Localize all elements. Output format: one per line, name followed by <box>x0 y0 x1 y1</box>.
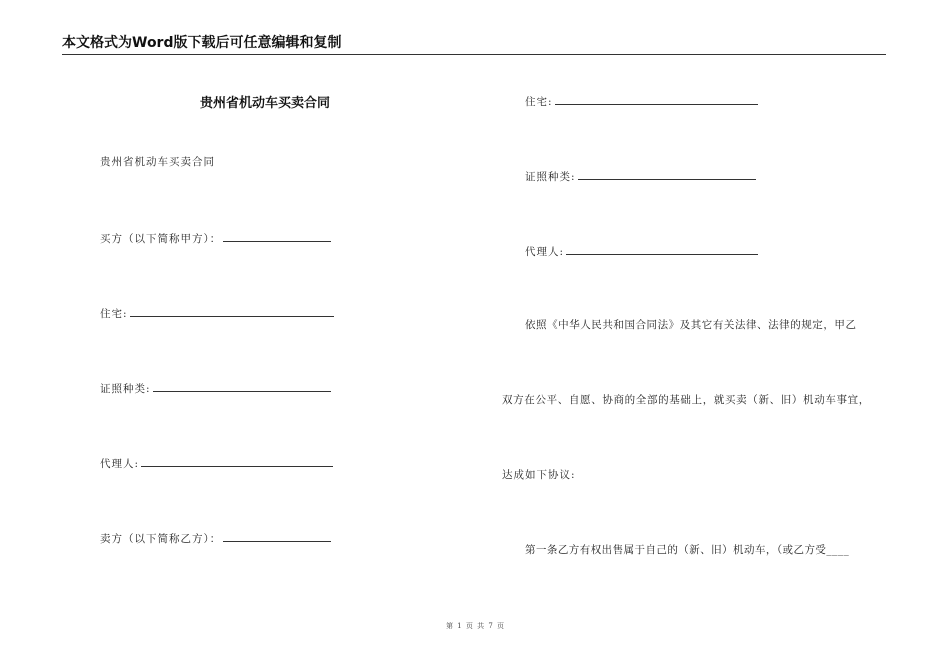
right-line-paragraph-2 <box>502 393 870 407</box>
buyer-blank-field[interactable] <box>223 230 331 242</box>
right-line-id-type <box>525 168 756 184</box>
seller-agent-label: 代理人: <box>525 246 565 258</box>
subtitle-text: 贵州省机动车买卖合同 <box>100 156 215 168</box>
seller-label: 卖方（以下简称乙方）： <box>100 533 222 545</box>
left-line-seller <box>100 530 331 546</box>
right-line-residence <box>525 93 758 109</box>
page-footer <box>0 621 950 631</box>
residence-blank-field[interactable] <box>130 305 334 317</box>
seller-id-type-label: 证照种类: <box>525 171 576 183</box>
right-line-article-1 <box>525 543 849 557</box>
left-line-id-type <box>100 380 331 396</box>
id-type-label: 证照种类: <box>100 383 151 395</box>
left-line-agent <box>100 455 333 471</box>
footer-total-prefix: 共 <box>477 622 485 630</box>
seller-agent-blank-field[interactable] <box>566 243 758 255</box>
seller-id-type-blank-field[interactable] <box>578 168 756 180</box>
right-line-paragraph-3 <box>502 468 576 482</box>
paragraph-line-2: 双方在公平、自愿、协商的全部的基础上，就买卖（新、旧）机动车事宜， <box>502 394 870 406</box>
right-line-agent <box>525 243 758 259</box>
footer-total-unit: 页 <box>497 622 505 630</box>
paragraph-line-3: 达成如下协议: <box>502 469 576 481</box>
left-line-buyer <box>100 230 331 246</box>
header-text: 本文格式为Word版下载后可任意编辑和复制 <box>62 35 342 51</box>
document-title: 贵州省机动车买卖合同 <box>199 96 330 111</box>
footer-total-pages: 7 <box>488 622 493 630</box>
footer-page-number: 1 <box>457 622 462 630</box>
footer-page-unit: 页 <box>465 622 473 630</box>
left-line-subtitle <box>100 155 215 169</box>
page-header <box>62 34 886 55</box>
id-type-blank-field[interactable] <box>153 380 331 392</box>
agent-label: 代理人: <box>100 458 140 470</box>
article-1-text: 第一条乙方有权出售属于自己的（新、旧）机动车，（或乙方受____ <box>525 544 850 556</box>
seller-blank-field[interactable] <box>223 530 331 542</box>
buyer-label: 买方（以下简称甲方）： <box>100 233 222 245</box>
right-line-paragraph-1 <box>525 318 857 332</box>
seller-residence-label: 住宅: <box>525 96 553 108</box>
seller-residence-blank-field[interactable] <box>555 93 758 105</box>
footer-prefix: 第 <box>445 622 453 630</box>
left-line-residence <box>100 305 334 321</box>
paragraph-line-1: 依照《中华人民共和国合同法》及其它有关法律、法律的规定，甲乙 <box>525 319 857 331</box>
agent-blank-field[interactable] <box>141 455 333 467</box>
residence-label: 住宅: <box>100 308 128 320</box>
